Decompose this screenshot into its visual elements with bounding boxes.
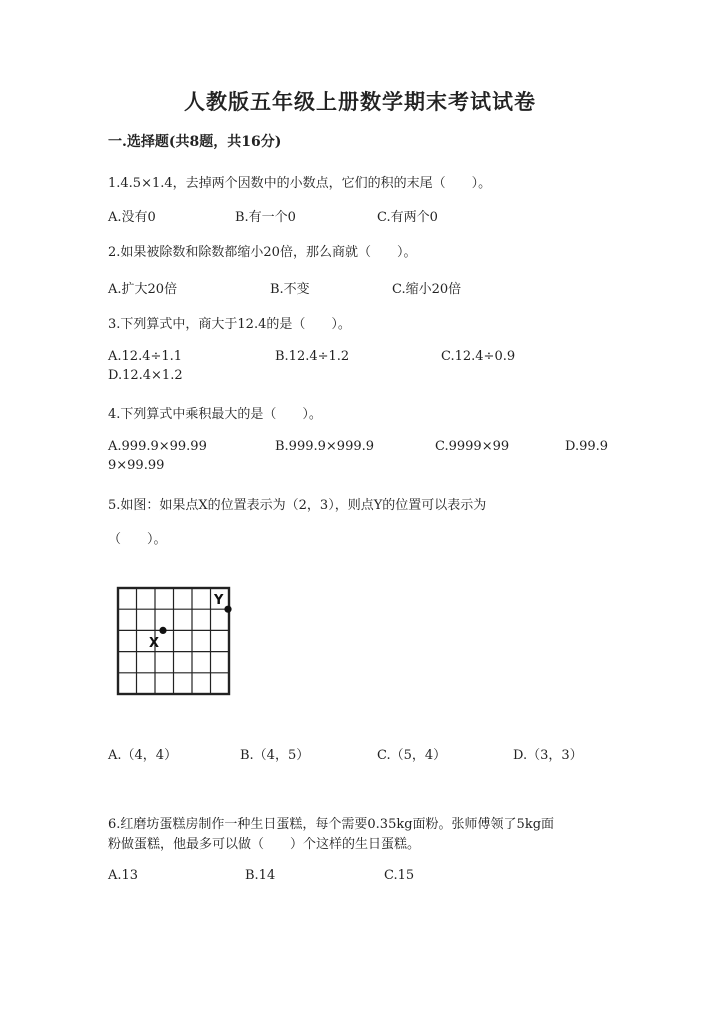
- section-heading: 一.选择题(共8题，共16分): [108, 134, 282, 150]
- question-5-text: 5.如图：如果点X的位置表示为（2，3），则点Y的位置可以表示为: [108, 498, 487, 513]
- question-1-option-b[interactable]: B.有一个0: [235, 210, 296, 225]
- question-2-option-c[interactable]: C.缩小20倍: [392, 282, 462, 297]
- question-1-option-c[interactable]: C.有两个0: [377, 210, 438, 225]
- question-6-option-c[interactable]: C.15: [384, 868, 415, 883]
- point-y-dot: [224, 606, 231, 613]
- question-4-option-d-continued: 9×99.99: [108, 458, 165, 473]
- question-6-option-a[interactable]: A.13: [108, 868, 139, 883]
- question-3-text: 3.下列算式中，商大于12.4的是（ ）。: [108, 317, 351, 332]
- question-3-option-c[interactable]: C.12.4÷0.9: [441, 349, 516, 364]
- point-x-label: X: [149, 636, 160, 651]
- page-title: 人教版五年级上册数学期末考试试卷: [184, 89, 536, 114]
- question-5-option-c[interactable]: C.（5，4）: [377, 748, 447, 763]
- question-5-option-b[interactable]: B.（4，5）: [240, 748, 310, 763]
- question-6-text-continued: 粉做蛋糕，他最多可以做（ ）个这样的生日蛋糕。: [108, 837, 421, 852]
- question-5-grid-figure: [116, 586, 236, 698]
- question-5-option-a[interactable]: A.（4，4）: [108, 748, 178, 763]
- question-3-option-d[interactable]: D.12.4×1.2: [108, 368, 183, 383]
- question-3-option-b[interactable]: B.12.4÷1.2: [275, 349, 350, 364]
- question-2-option-b[interactable]: B.不变: [270, 282, 310, 297]
- question-6-option-b[interactable]: B.14: [245, 868, 276, 883]
- question-4-option-c[interactable]: C.9999×99: [435, 439, 510, 454]
- question-4-option-d[interactable]: D.99.9: [565, 439, 609, 454]
- question-4-text: 4.下列算式中乘积最大的是（ ）。: [108, 407, 322, 422]
- question-4-option-b[interactable]: B.999.9×999.9: [275, 439, 375, 454]
- question-1-option-a[interactable]: A.没有0: [108, 210, 156, 225]
- question-1-text: 1.4.5×1.4，去掉两个因数中的小数点，它们的积的末尾（ ）。: [108, 176, 492, 191]
- question-3-option-a[interactable]: A.12.4÷1.1: [108, 349, 183, 364]
- question-5-text-continued: （ ）。: [108, 532, 167, 547]
- question-2-text: 2.如果被除数和除数都缩小20倍，那么商就（ ）。: [108, 245, 417, 260]
- question-4-option-a[interactable]: A.999.9×99.99: [108, 439, 207, 454]
- question-6-text: 6.红磨坊蛋糕房制作一种生日蛋糕，每个需要0.35kg面粉。张师傅领了5kg面: [108, 817, 555, 832]
- question-5-option-d[interactable]: D.（3，3）: [513, 748, 583, 763]
- question-2-option-a[interactable]: A.扩大20倍: [108, 282, 178, 297]
- point-x-dot: [159, 627, 166, 634]
- point-y-label: Y: [214, 593, 224, 608]
